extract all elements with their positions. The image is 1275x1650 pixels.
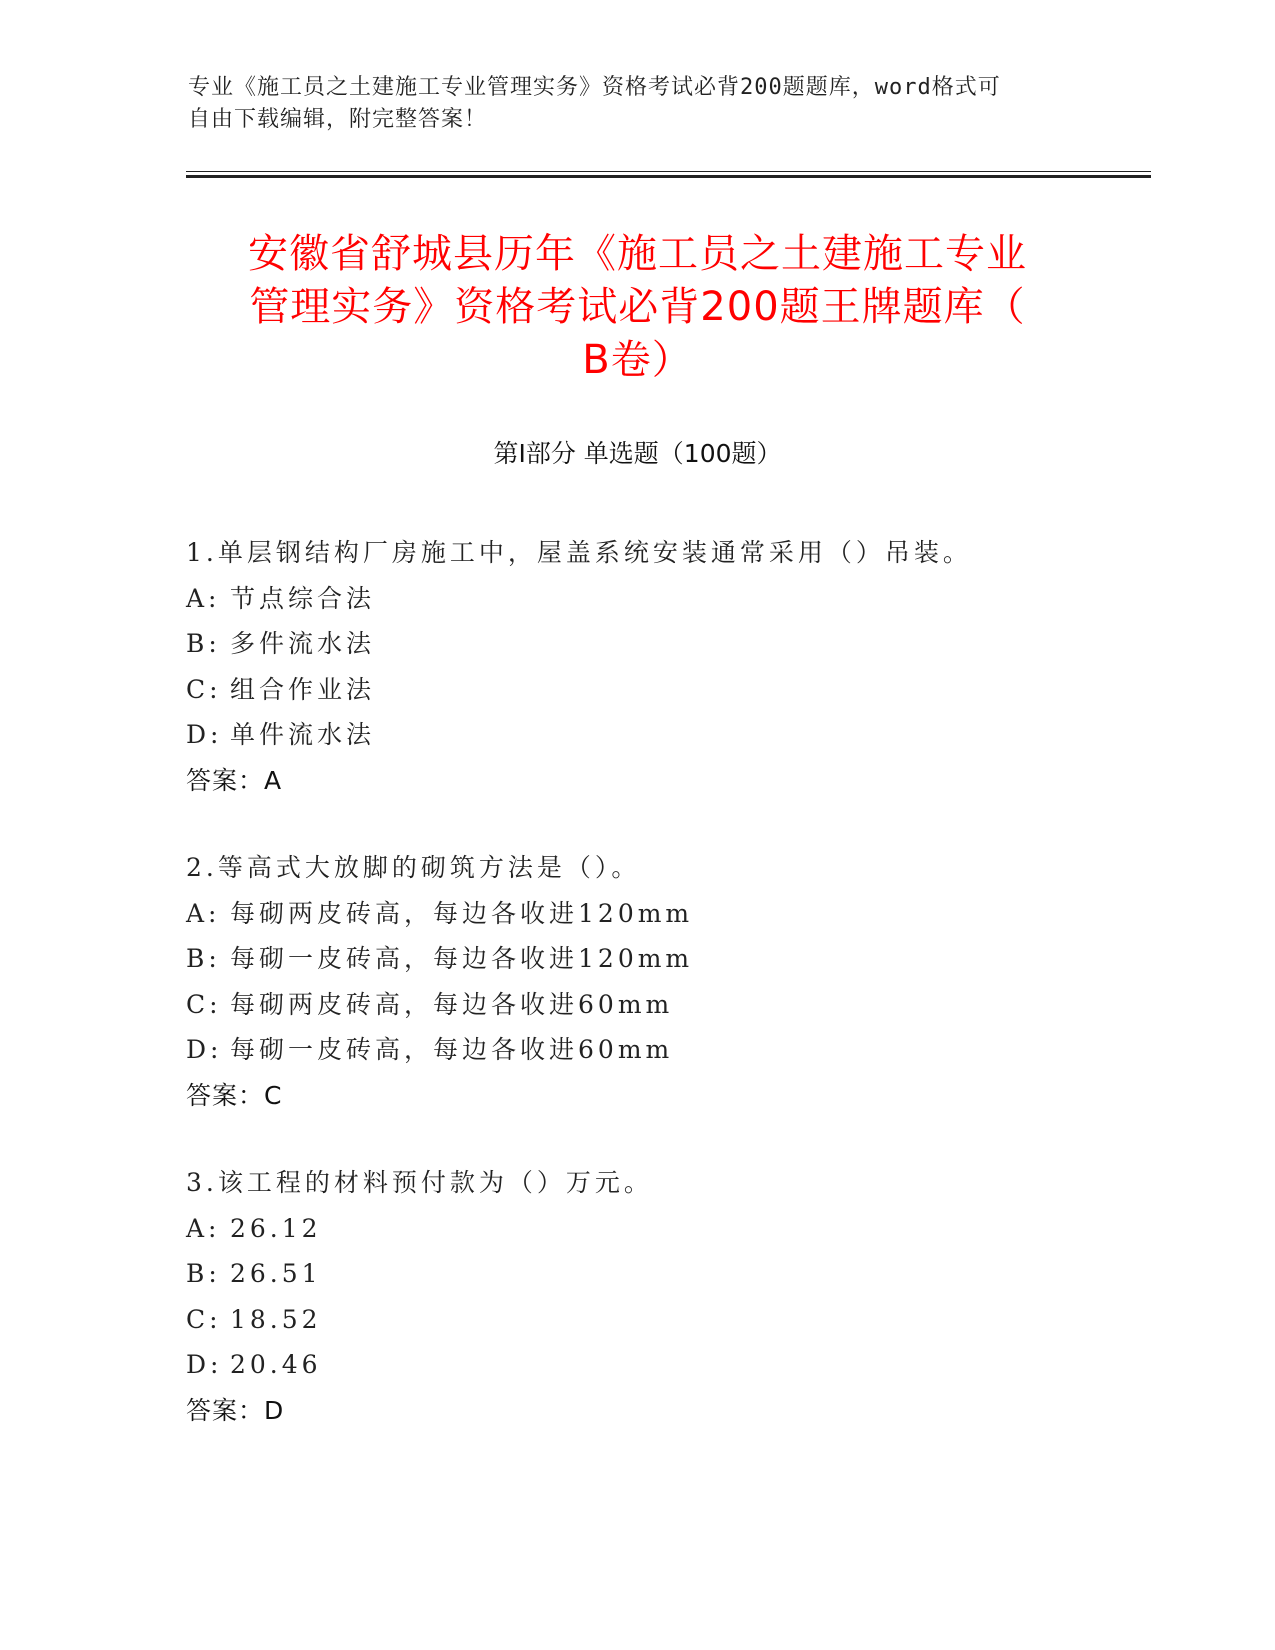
- option-letter: B:: [186, 1259, 221, 1288]
- option-d: [186, 1342, 1146, 1388]
- question-1: [186, 530, 1146, 803]
- option-a: [186, 576, 1146, 622]
- option-text: 组合作业法: [230, 674, 376, 704]
- option-text: 多件流水法: [230, 629, 376, 658]
- document-title: [150, 228, 1125, 387]
- option-a: [186, 891, 1146, 937]
- option-text: 每砌一皮砖高，每边各收进60mm: [230, 1035, 674, 1064]
- option-text: 节点综合法: [230, 583, 376, 613]
- option-text: 每砌两皮砖高，每边各收进120mm: [230, 898, 694, 928]
- option-letter: B:: [186, 944, 221, 973]
- option-d: [186, 712, 1146, 758]
- option-text: 每砌一皮砖高，每边各收进120mm: [230, 944, 694, 973]
- question-stem: 2.等高式大放脚的砌筑方法是（）。: [186, 853, 641, 882]
- option-letter: A:: [186, 583, 221, 613]
- question-stem: 1.单层钢结构厂房施工中，屋盖系统安装通常采用（）吊装。: [186, 538, 972, 567]
- question-2: [186, 845, 1146, 1118]
- option-letter: A:: [186, 1213, 221, 1243]
- option-a: [186, 1206, 1146, 1252]
- option-text: 20.46: [230, 1350, 322, 1379]
- header-divider-thin: [186, 171, 1151, 172]
- document-title-line3: B卷）: [582, 337, 693, 383]
- header-note-line1: 专业《施工员之土建施工专业管理实务》资格考试必背200题题库，word格式可: [188, 75, 1001, 100]
- option-letter: C:: [186, 1304, 222, 1334]
- question-stem: 3.该工程的材料预付款为（）万元。: [186, 1168, 653, 1197]
- header-note-line2: 自由下载编辑，附完整答案！: [188, 107, 488, 132]
- option-text: 每砌两皮砖高，每边各收进60mm: [230, 989, 674, 1019]
- answer: 答案：C: [186, 1080, 283, 1110]
- option-letter: D:: [186, 1350, 223, 1379]
- option-letter: D:: [186, 1035, 223, 1064]
- option-text: 18.52: [230, 1304, 322, 1334]
- section-heading: 第Ⅰ部分 单选题（100题）: [493, 439, 782, 468]
- option-text: 26.12: [230, 1213, 322, 1243]
- option-letter: C:: [186, 674, 222, 704]
- answer: 答案：D: [186, 1395, 285, 1425]
- header-divider-thick: [186, 175, 1151, 178]
- option-text: 26.51: [230, 1259, 322, 1288]
- option-letter: C:: [186, 989, 222, 1019]
- option-letter: A:: [186, 898, 221, 928]
- option-b: [186, 936, 1146, 982]
- question-list: [186, 530, 1146, 1475]
- option-c: [186, 667, 1146, 713]
- document-title-line2: 管理实务》资格考试必背200题王牌题库（: [249, 284, 1026, 330]
- answer: 答案：A: [186, 765, 283, 795]
- option-letter: D:: [186, 720, 223, 749]
- option-d: [186, 1027, 1146, 1073]
- option-text: 单件流水法: [230, 720, 376, 749]
- option-c: [186, 982, 1146, 1028]
- header-note: [188, 72, 1068, 136]
- document-title-line1: 安徽省舒城县历年《施工员之土建施工专业: [248, 231, 1027, 277]
- option-letter: B:: [186, 629, 221, 658]
- option-c: [186, 1297, 1146, 1343]
- option-b: [186, 621, 1146, 667]
- question-3: [186, 1160, 1146, 1433]
- option-b: [186, 1251, 1146, 1297]
